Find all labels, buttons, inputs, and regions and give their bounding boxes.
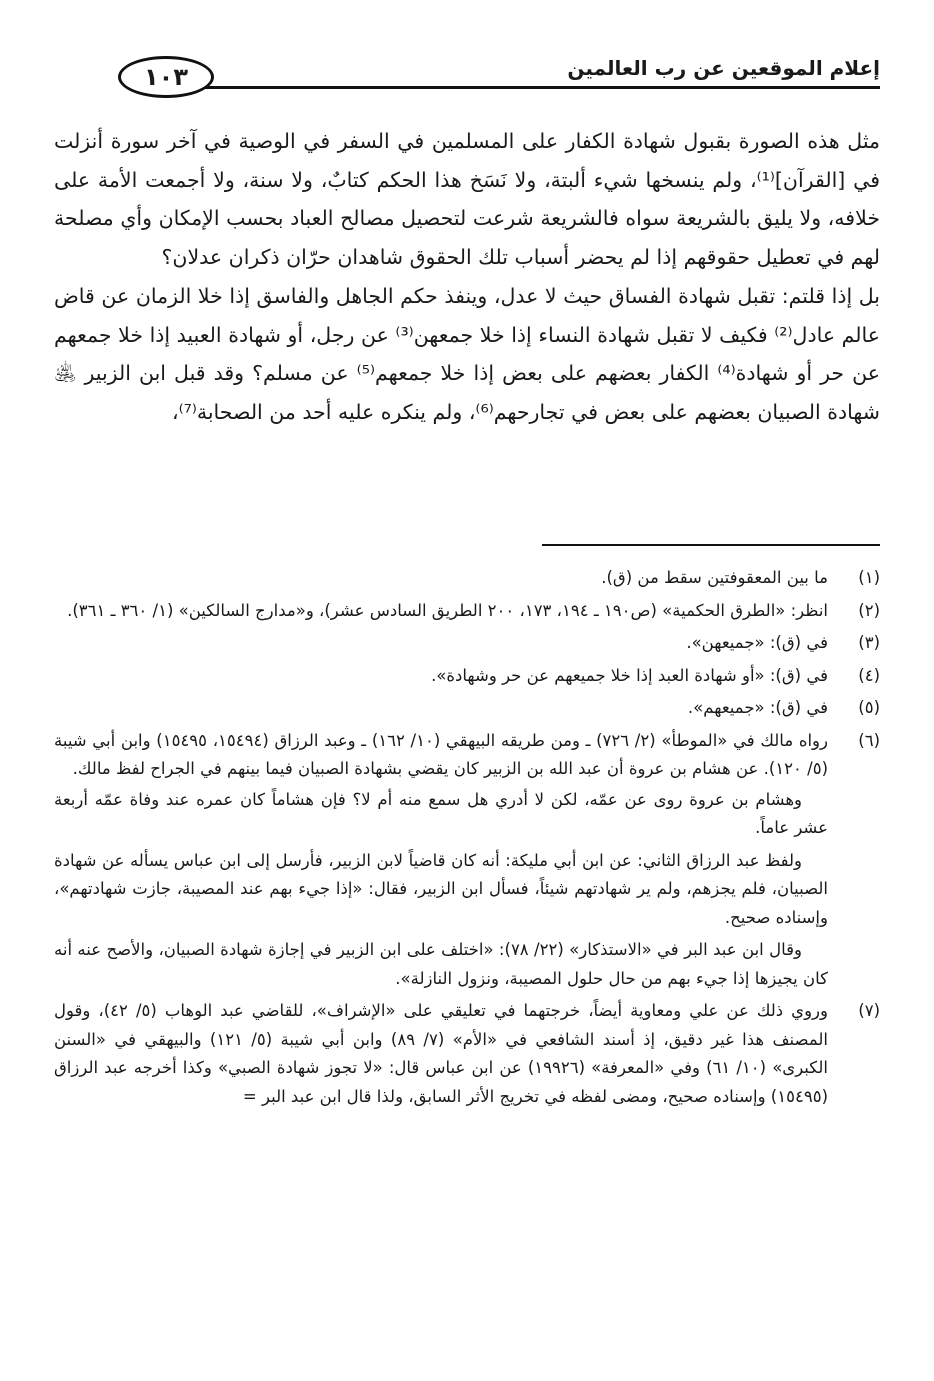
footnote-text: في (ق): «جميعهم». — [687, 698, 828, 717]
footnote — [54, 564, 880, 593]
footnote-text: في (ق): «جميعهن». — [686, 633, 828, 652]
header-rule — [194, 86, 880, 89]
footnote — [54, 597, 880, 626]
footnote — [54, 629, 880, 658]
footnote-subparagraph: وهشام بن عروة روى عن عمّه، لكن لا أدري هل سمع منه أم لا؟ فإن هشاماً كان عمره عند وفاة عمّه أربعة عشر عاماً. — [54, 789, 828, 837]
footnote-text: في (ق): «أو شهادة العبد إذا خلا جميعهم عن حر وشهادة». — [431, 665, 828, 685]
main-paragraph: مثل هذه الصورة بقبول شهادة الكفار على المسلمين في السفر في الوصية في آخر سورة أنزلت في [القرآن]⁽¹⁾، ولم ينسخها شيء ألبتة، ولا نَسَخ هذا الحكم كتابٌ، ولا سنة، ولا أجمعت الأمة على خلافه، ولا يليق بالشريعة سواه فالشريعة شرعت لتحصيل مصالح العباد بحسب الإمكان وأي مصلحة لهم في تعطيل حقوقهم إذا لم يحضر أسباب تلك الحقوق شاهدان حرّان ذكران عدلان؟ — [54, 129, 880, 270]
footnote-separator — [542, 544, 880, 546]
footnotes — [54, 564, 880, 1115]
footnote-number: (١) — [858, 568, 880, 587]
footnote — [54, 727, 880, 994]
page-header — [118, 50, 880, 94]
main-paragraph: بل إذا قلتم: تقبل شهادة الفساق حيث لا عدل، وينفذ حكم الجاهل والفاسق إذا خلا الزمان عن قاض عالم عادل⁽²⁾ فكيف لا تقبل شهادة النساء إذا خلا جمعهن⁽³⁾ عن رجل، أو شهادة العبيد إذا خلا جمعهم عن حر أو شهادة⁽⁴⁾ الكفار بعضهم على بعض إذا خلا جمعهم⁽⁵⁾ عن مسلم؟ وقد قبل ابن الزبير ﵁ شهادة الصبيان بعضهم على بعض في تجارحهم⁽⁶⁾، ولم ينكره عليه أحد من الصحابة⁽⁷⁾، — [54, 283, 880, 424]
footnote-text: انظر: «الطرق الحكمية» (ص١٩٠ ـ ١٩٤، ١٧٣، ٢٠٠ الطريق السادس عشر)، و«مدارج السالكين» (١/ ٣٦٠ ـ ٣٦١). — [67, 600, 828, 620]
footnote-number: (٣) — [858, 633, 880, 652]
footnote-subparagraph: وقال ابن عبد البر في «الاستذكار» (٢٢/ ٧٨): «اختلف على ابن الزبير في إجازة شهادة الصبيان، والأصح عنه أنه كان يجيزها إذا جيء بهم من حال حلول المصيبة، ونزول النازلة». — [54, 940, 828, 988]
footnote-number: (٤) — [858, 665, 880, 685]
footnote — [54, 694, 880, 723]
footnote-text: ما بين المعقوفتين سقط من (ق). — [601, 568, 828, 587]
footnote-number: (٦) — [858, 730, 880, 750]
footnote-text: رواه مالك في «الموطأ» (٢/ ٧٢٦) ـ ومن طريقه البيهقي (١٠/ ١٦٢) ـ وعبد الرزاق (١٥٤٩٤، ١٥٤٩٥) وابن أبي شيبة (٥/ ١٢٠). عن هشام بن عروة أن عبد الله بن الزبير كان يقضي بشهادة الصبيان فيما بينهم في الجراح لفظ مالك. — [54, 730, 828, 778]
page-number-badge: ١٠٣ — [118, 56, 214, 98]
footnote-text: وروي ذلك عن علي ومعاوية أيضاً، خرجتهما في تعليقي على «الإشراف»، للقاضي عبد الوهاب (٥/ ٤٢)، وقول المصنف هذا غير دقيق، إذ أسند الشافعي في «الأم» (٧/ ٨٩) وابن أبي شيبة (٥/ ١٢١) والبيهقي في «السنن الكبرى» (١٠/ ٦١) وفي «المعرفة» (١٩٩٢٦) عن ابن عباس قال: «لا تجوز شهادة الصبي» وكذا أخرجه عبد الرزاق (١٥٤٩٥) وإسناده صحيح، ومضى لفظه في تخريج الأثر السابق، ولذا قال ابن عبد البر = — [54, 1001, 829, 1106]
footnote-number: (٢) — [858, 600, 880, 620]
running-title: إعلام الموقعين عن رب العالمين — [567, 56, 880, 80]
footnote-number: (٥) — [858, 698, 880, 717]
footnote-subparagraph: ولفظ عبد الرزاق الثاني: عن ابن أبي مليكة: أنه كان قاضياً لابن الزبير، فأرسل إلى ابن عباس يسأله عن شهادة الصبيان، فلم يجزهم، ولم ير شهادتهم شيئاً، فسأل ابن الزبير، فقال: «إذا جيء بهم عند المصيبة، جازت شهادتهم»، وإسناده صحيح. — [54, 850, 828, 927]
footnote — [54, 997, 880, 1111]
main-text — [54, 122, 880, 432]
footnote — [54, 662, 880, 691]
footnote-number: (٧) — [858, 1001, 880, 1020]
